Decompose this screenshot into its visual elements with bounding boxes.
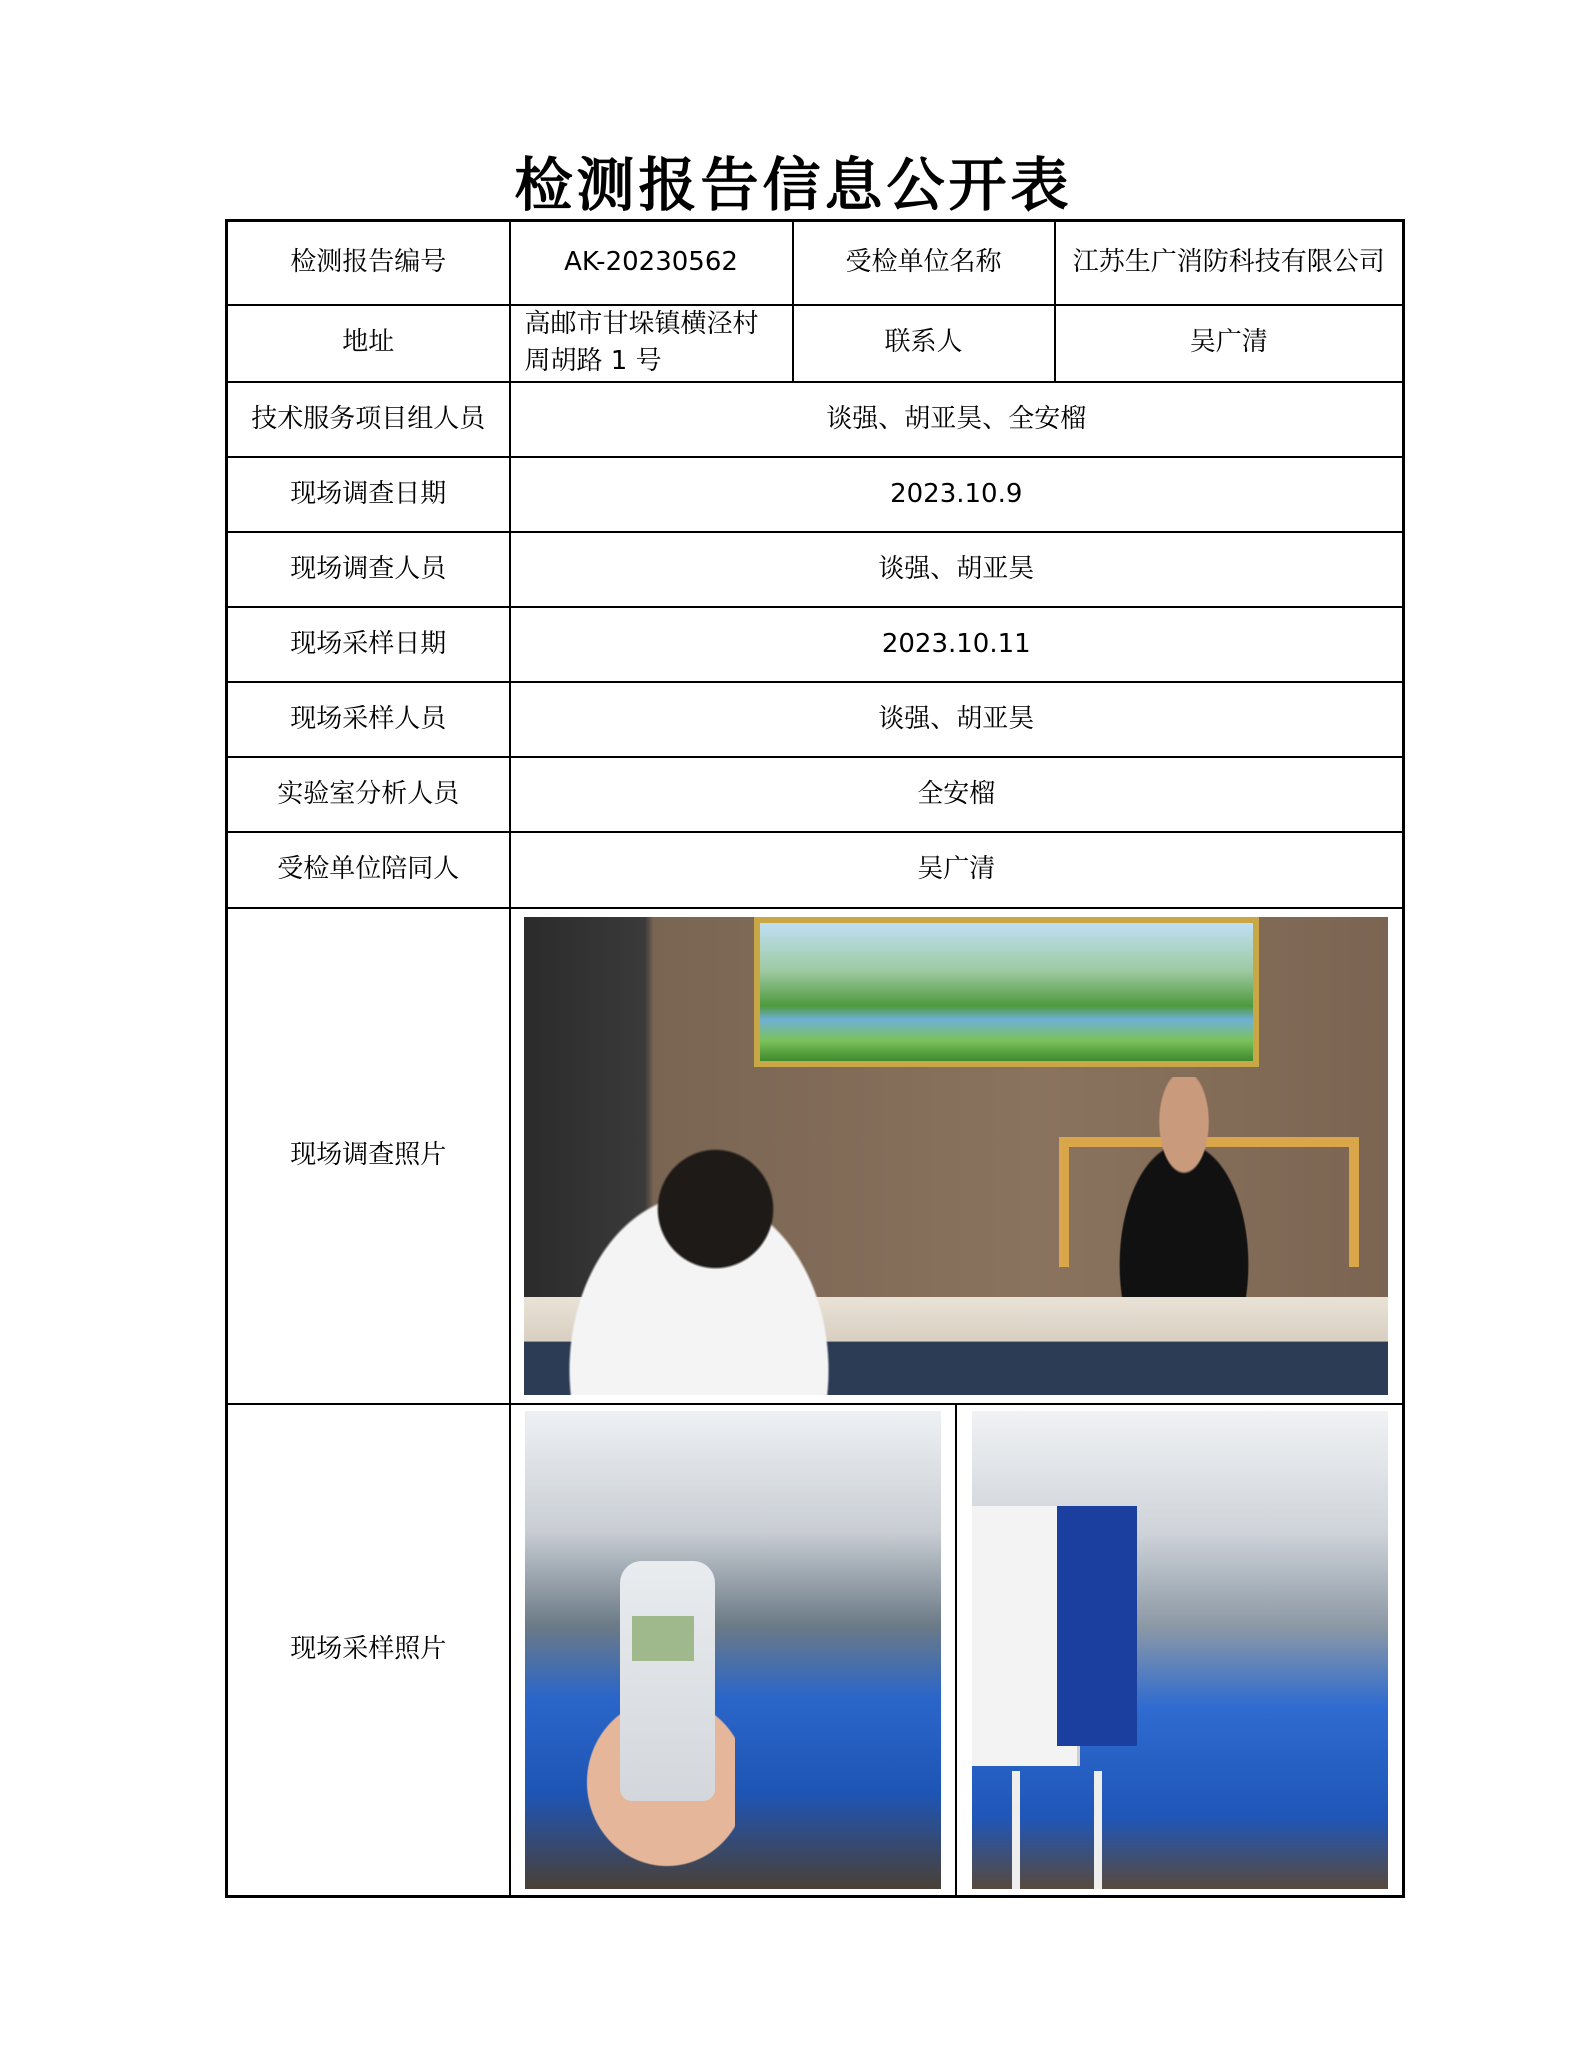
row-sampling-date xyxy=(227,607,1404,682)
address-label: 地址 xyxy=(227,305,510,382)
landscape-painting xyxy=(754,917,1259,1067)
survey-staff-label: 现场调查人员 xyxy=(227,532,510,607)
team-value: 谈强、胡亚昊、全安榴 xyxy=(510,382,1404,457)
sampling-staff-label: 现场采样人员 xyxy=(227,682,510,757)
contact-value: 吴广清 xyxy=(1055,305,1404,382)
row-sampling-photo xyxy=(227,1404,1404,1897)
meter-screen xyxy=(632,1616,694,1661)
unit-name-label: 受检单位名称 xyxy=(793,221,1055,305)
survey-photo xyxy=(524,917,1388,1395)
sampling-date-label: 现场采样日期 xyxy=(227,607,510,682)
survey-photo-label: 现场调查照片 xyxy=(227,908,510,1404)
sampling-date-value: 2023.10.11 xyxy=(510,607,1404,682)
survey-staff-value: 谈强、胡亚昊 xyxy=(510,532,1404,607)
sound-level-meter xyxy=(620,1561,715,1801)
survey-photo-cell xyxy=(510,908,1404,1404)
row-survey-staff xyxy=(227,532,1404,607)
air-sampler xyxy=(972,1506,1080,1766)
page-title: 检测报告信息公开表 xyxy=(514,151,1073,219)
row-lab-staff xyxy=(227,757,1404,832)
survey-date-label: 现场调查日期 xyxy=(227,457,510,532)
sampler-panel xyxy=(1057,1506,1137,1746)
survey-date-value: 2023.10.9 xyxy=(510,457,1404,532)
row-escort xyxy=(227,832,1404,908)
report-no-label: 检测报告编号 xyxy=(227,221,510,305)
address-value: 高邮市甘垛镇横泾村周胡路 1 号 xyxy=(510,305,793,382)
sampling-photo-pair xyxy=(511,1405,1403,1895)
sampling-staff-value: 谈强、胡亚昊 xyxy=(510,682,1404,757)
sampling-photo-left-cell xyxy=(511,1405,956,1895)
sampling-photo-cell xyxy=(510,1404,1404,1897)
interviewer xyxy=(534,1147,864,1395)
row-survey-date xyxy=(227,457,1404,532)
sound-meter-photo xyxy=(525,1411,941,1889)
row-address xyxy=(227,305,1404,382)
escort-value: 吴广清 xyxy=(510,832,1404,908)
row-survey-photo xyxy=(227,908,1404,1404)
team-label: 技术服务项目组人员 xyxy=(227,382,510,457)
seated-person xyxy=(1084,1077,1284,1327)
sampling-photo-right-cell xyxy=(955,1405,1402,1895)
lab-staff-value: 全安榴 xyxy=(510,757,1404,832)
contact-label: 联系人 xyxy=(793,305,1055,382)
unit-name-value: 江苏生广消防科技有限公司 xyxy=(1055,221,1404,305)
row-team xyxy=(227,382,1404,457)
row-sampling-staff xyxy=(227,682,1404,757)
lab-staff-label: 实验室分析人员 xyxy=(227,757,510,832)
sampling-photo-label: 现场采样照片 xyxy=(227,1404,510,1897)
row-report-no xyxy=(227,221,1404,305)
report-no-value: AK-20230562 xyxy=(510,221,793,305)
escort-label: 受检单位陪同人 xyxy=(227,832,510,908)
tripod xyxy=(1012,1771,1102,1889)
report-table xyxy=(225,219,1405,1898)
air-sampler-photo xyxy=(972,1411,1388,1889)
